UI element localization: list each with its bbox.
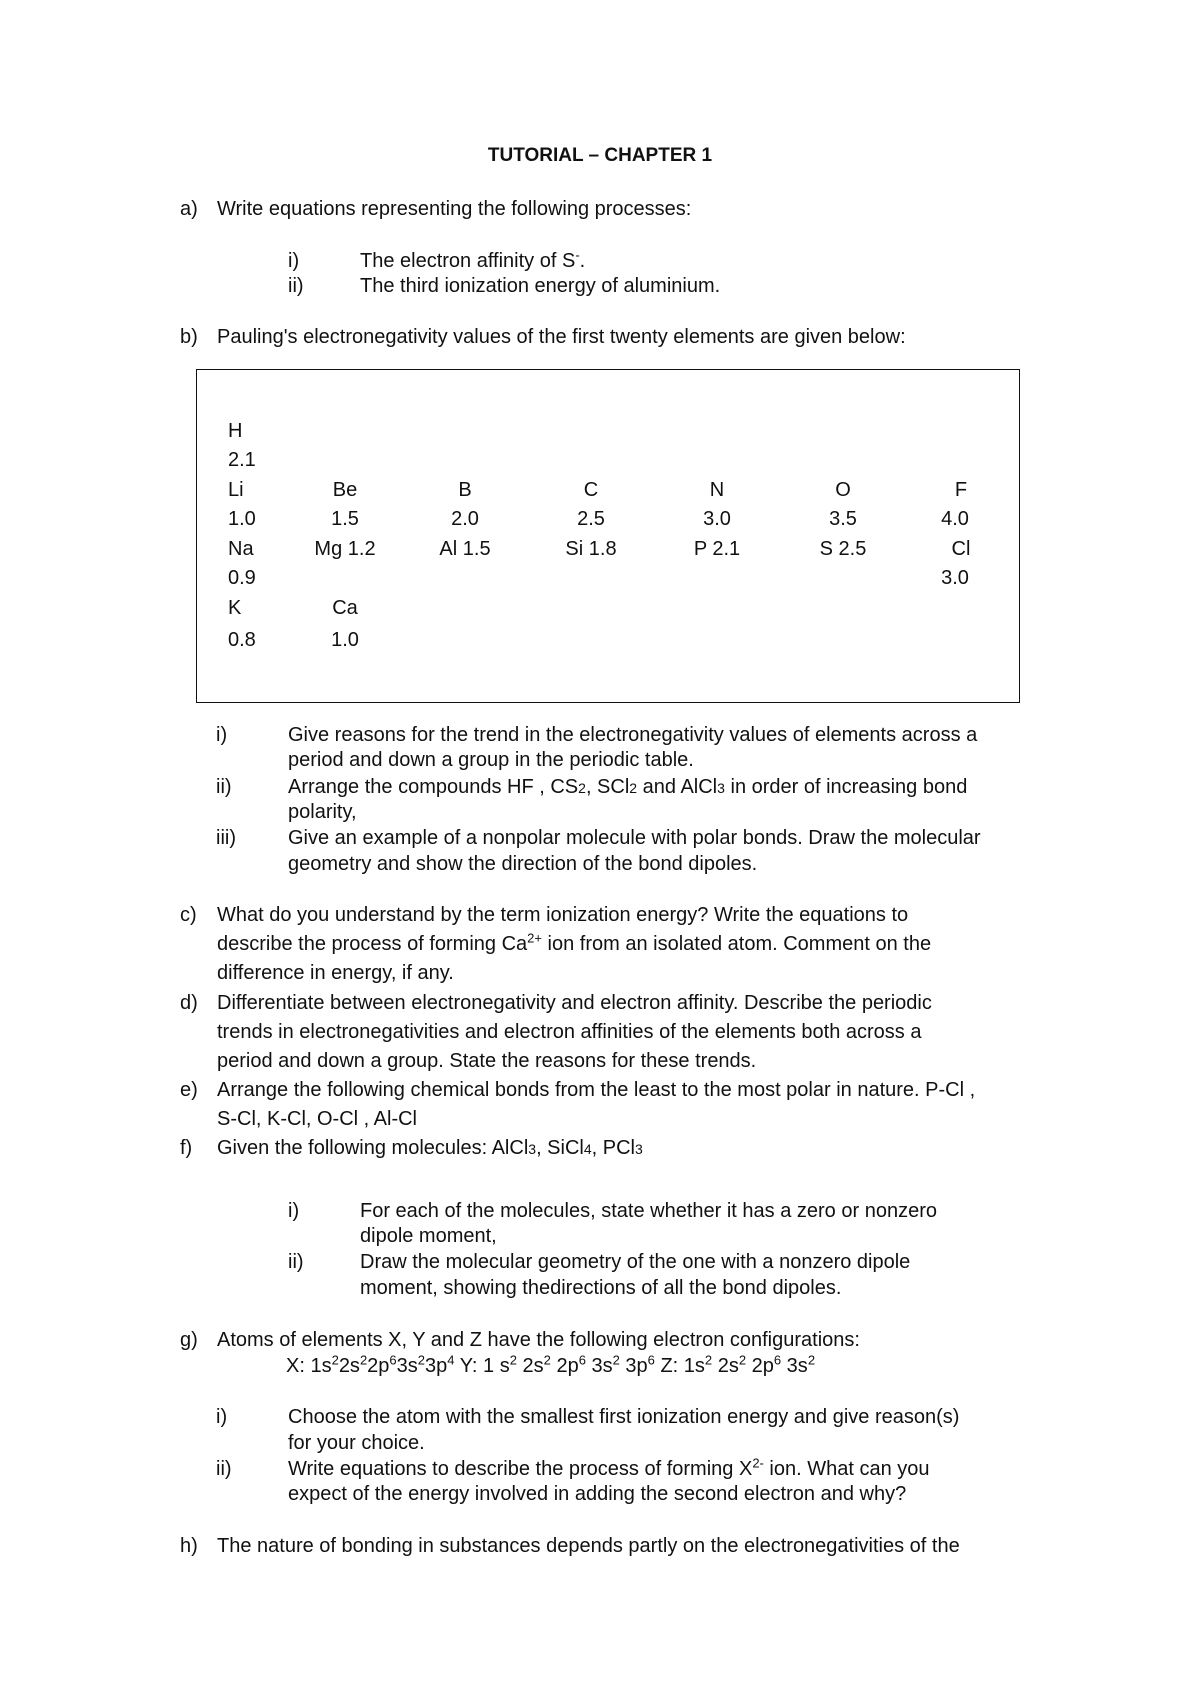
- element-p: P 2.1: [693, 538, 741, 560]
- element-na: Na: [228, 538, 254, 560]
- element-na-value: 0.9: [228, 567, 256, 589]
- question-b-ii-line1: Arrange the compounds HF , CS2, SCl2 and AlCl3 in order of increasing bond: [288, 776, 968, 798]
- question-e-line2: S-Cl, K-Cl, O-Cl , Al-Cl: [217, 1108, 417, 1130]
- question-c-line3: difference in energy, if any.: [217, 962, 454, 984]
- element-li: Li: [228, 479, 244, 501]
- question-g-label: g): [180, 1329, 198, 1351]
- question-d-line3: period and down a group. State the reasons for these trends.: [217, 1050, 757, 1072]
- question-f-ii-line1: Draw the molecular geometry of the one with a nonzero dipole: [360, 1251, 911, 1273]
- question-b-iii-label: iii): [216, 827, 236, 849]
- question-c-line1: What do you understand by the term ionization energy? Write the equations to: [217, 904, 909, 926]
- question-c-label: c): [180, 904, 197, 926]
- question-f-i-label: i): [288, 1200, 300, 1222]
- question-e-line1: Arrange the following chemical bonds from the least to the most polar in nature. P-Cl ,: [217, 1079, 976, 1101]
- question-g-text: Atoms of elements X, Y and Z have the following electron configurations:: [217, 1329, 860, 1351]
- question-a-text: Write equations representing the following processes:: [217, 198, 692, 220]
- question-g-i-line1: Choose the atom with the smallest first ionization energy and give reason(s): [288, 1406, 960, 1428]
- element-ca: Ca: [332, 597, 358, 619]
- element-n: N: [709, 479, 725, 501]
- question-e-label: e): [180, 1079, 198, 1101]
- question-g-i-label: i): [216, 1406, 228, 1428]
- question-d-label: d): [180, 992, 198, 1014]
- element-s: S 2.5: [819, 538, 867, 560]
- question-b-text: Pauling's electronegativity values of the first twenty elements are given below:: [217, 326, 906, 348]
- element-be-value: 1.5: [331, 508, 359, 530]
- question-d-line1: Differentiate between electronegativity and electron affinity. Describe the periodic: [217, 992, 932, 1014]
- question-b-iii-line1: Give an example of a nonpolar molecule with polar bonds. Draw the molecular: [288, 827, 981, 849]
- element-c: C: [583, 479, 599, 501]
- element-b: B: [458, 479, 472, 501]
- element-o-value: 3.5: [829, 508, 857, 530]
- electron-configurations: X: $1s^22s^22p^63s^23p^4$ Y: 1 $s^2$ $2s^2$ $2p^6$ $3s^2$ $3p^6$ Z: $1s^2$ $2s^2$ $2p^6$ $3s^2$: [286, 1352, 816, 1377]
- element-k: K: [228, 597, 242, 619]
- element-be: Be: [332, 479, 358, 501]
- element-f-value: 4.0: [941, 508, 969, 530]
- question-a-ii-text: The third ionization energy of aluminium.: [360, 275, 721, 297]
- question-g-ii-line2: expect of the energy involved in adding the second electron and why?: [288, 1483, 907, 1505]
- element-b-value: 2.0: [451, 508, 479, 530]
- question-b-label: b): [180, 326, 198, 348]
- page-title: TUTORIAL – CHAPTER 1: [487, 145, 713, 166]
- element-ca-value: 1.0: [331, 629, 359, 651]
- question-b-ii-label: ii): [216, 776, 232, 798]
- question-g-ii-line1: Write equations to describe the process of forming $X^{2-}$ ion. What can you: [288, 1455, 930, 1480]
- question-f-ii-label: ii): [288, 1251, 304, 1273]
- question-a-label: a): [180, 198, 198, 220]
- electronegativity-table: [196, 369, 1020, 703]
- question-f-i-line2: dipole moment,: [360, 1225, 497, 1247]
- question-g-i-line2: for your choice.: [288, 1432, 425, 1454]
- question-b-i-line2: period and down a group in the periodic table.: [288, 749, 694, 771]
- question-f-i-line1: For each of the molecules, state whether it has a zero or nonzero: [360, 1200, 937, 1222]
- question-h-line1: The nature of bonding in substances depends partly on the electronegativities of the: [217, 1535, 960, 1557]
- element-h: H: [228, 420, 243, 442]
- element-o: O: [835, 479, 851, 501]
- question-f-text: Given the following molecules: AlCl3, SiCl4, PCl3: [217, 1137, 643, 1159]
- element-cl-value: 3.0: [941, 567, 969, 589]
- element-k-value: 0.8: [228, 629, 256, 651]
- element-h-value: 2.1: [228, 449, 256, 471]
- question-h-label: h): [180, 1535, 198, 1557]
- element-mg: Mg 1.2: [314, 538, 376, 560]
- element-si: Si 1.8: [565, 538, 617, 560]
- element-c-value: 2.5: [577, 508, 605, 530]
- question-b-iii-line2: geometry and show the direction of the bond dipoles.: [288, 853, 758, 875]
- element-f: F: [954, 479, 968, 501]
- question-g-ii-label: ii): [216, 1458, 232, 1480]
- element-n-value: 3.0: [703, 508, 731, 530]
- question-b-i-line1: Give reasons for the trend in the electronegativity values of elements across a: [288, 724, 978, 746]
- element-li-value: 1.0: [228, 508, 256, 530]
- question-a-i-label: i): [288, 250, 300, 272]
- question-c-line2: describe the process of forming $Ca^{2+}$ ion from an isolated atom. Comment on the: [217, 930, 932, 955]
- question-d-line2: trends in electronegativities and electron affinities of the elements both across a: [217, 1021, 922, 1043]
- question-a-i-text: The electron affinity of S-.: [360, 247, 586, 272]
- question-a-ii-label: ii): [288, 275, 304, 297]
- question-b-ii-line2: polarity,: [288, 801, 357, 823]
- element-cl: Cl: [951, 538, 971, 560]
- question-f-label: f): [180, 1137, 193, 1159]
- element-al: Al 1.5: [439, 538, 491, 560]
- question-b-i-label: i): [216, 724, 228, 746]
- question-f-ii-line2: moment, showing thedirections of all the bond dipoles.: [360, 1277, 842, 1299]
